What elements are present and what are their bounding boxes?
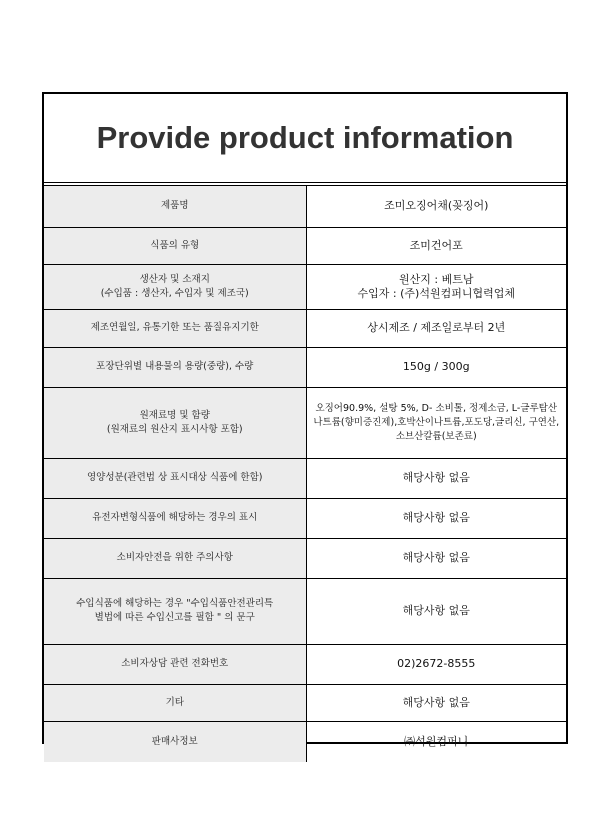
row-label-line: 원재료명 및 함량 [139,409,210,421]
row-label-line: 수입식품에 해당하는 경우 "수입식품안전관리특 [76,598,274,609]
table-row [44,721,566,762]
row-value-line: 150g / 300g [402,360,470,373]
page-title: Provide product information [44,94,566,183]
table-row [44,227,566,264]
row-label-line: 유전자변형식품에 해당하는 경우의 표시 [92,512,258,523]
row-label-line: 소비자안전을 위한 주의사항 [116,552,233,563]
row-value-line: 02)2672-8555 [397,657,476,670]
row-label-line: 영양성분(관련법 상 표시대상 식품에 한함) [86,472,263,483]
row-label-line: 판매사정보 [151,735,198,747]
row-value-line: 해당사항 없음 [402,695,470,709]
row-value [306,498,566,538]
table-row [44,347,566,387]
row-label [44,347,306,387]
row-label-line: (수입품 : 생산자, 수입자 및 제조국) [100,287,249,299]
row-value-line: ㈜석원컴퍼니 [404,734,469,748]
row-value-line: 원산지 : 베트남 [399,272,474,286]
row-value [306,684,566,721]
row-value [306,538,566,578]
row-label [44,264,306,309]
row-value-line: 수입자 : (주)석원컴퍼니협력업체 [357,286,515,300]
table-row [44,387,566,458]
row-value [306,347,566,387]
row-value [306,227,566,264]
row-label [44,227,306,264]
table-row [44,498,566,538]
row-label [44,644,306,684]
row-value-line: 해당사항 없음 [402,604,470,617]
table-row [44,644,566,684]
table-row [44,458,566,498]
row-value [306,186,566,227]
row-label [44,309,306,347]
table-row [44,578,566,644]
row-label-line: 식품의 유형 [150,239,200,251]
row-value [306,264,566,309]
row-label [44,721,306,762]
row-label [44,498,306,538]
row-label-line: 제품명 [160,200,189,212]
row-label-line: 소비자상담 관련 전화번호 [121,658,229,669]
info-table-body [44,186,566,762]
row-label-line: 제조연월일, 유통기한 또는 품질유지기한 [90,322,259,333]
row-label [44,538,306,578]
row-label-line: 포장단위별 내용물의 용량(중량), 수량 [96,361,254,372]
row-value [306,721,566,762]
row-value-line: 해당사항 없음 [402,551,470,564]
row-label-line: 생산자 및 소재지 [139,273,210,285]
table-row [44,264,566,309]
row-value [306,387,566,458]
row-value [306,458,566,498]
row-label-line: 기타 [165,696,184,708]
row-value-line: 해당사항 없음 [402,471,470,484]
row-label [44,387,306,458]
row-label [44,578,306,644]
row-label-line: (원재료의 원산지 표시사항 포함) [106,423,243,435]
row-value-line: 오징어90.9%, 설탕 5%, D- 소비톨, 정제소금, L-글루탐산나트륨(향미증진제),호박산이나트륨,포도당,글리신, 구연산, 소브산칼륨(보존료) [313,402,560,442]
table-row [44,684,566,721]
row-value-line: 상시제조 / 제조일로부터 2년 [367,321,506,334]
table-row [44,309,566,347]
row-label [44,458,306,498]
row-value [306,644,566,684]
product-info-sheet [42,92,568,748]
row-value-line: 조미건어포 [409,238,463,252]
info-table [44,186,566,762]
row-value [306,309,566,347]
table-row [44,538,566,578]
row-label [44,186,306,227]
row-value-line: 조미오징어채(꽂징어) [384,199,489,213]
row-value [306,578,566,644]
row-label-line: 별법에 따른 수입신고를 필함 " 의 문구 [94,612,255,623]
table-row [44,186,566,227]
row-value-line: 해당사항 없음 [402,511,470,524]
row-label [44,684,306,721]
